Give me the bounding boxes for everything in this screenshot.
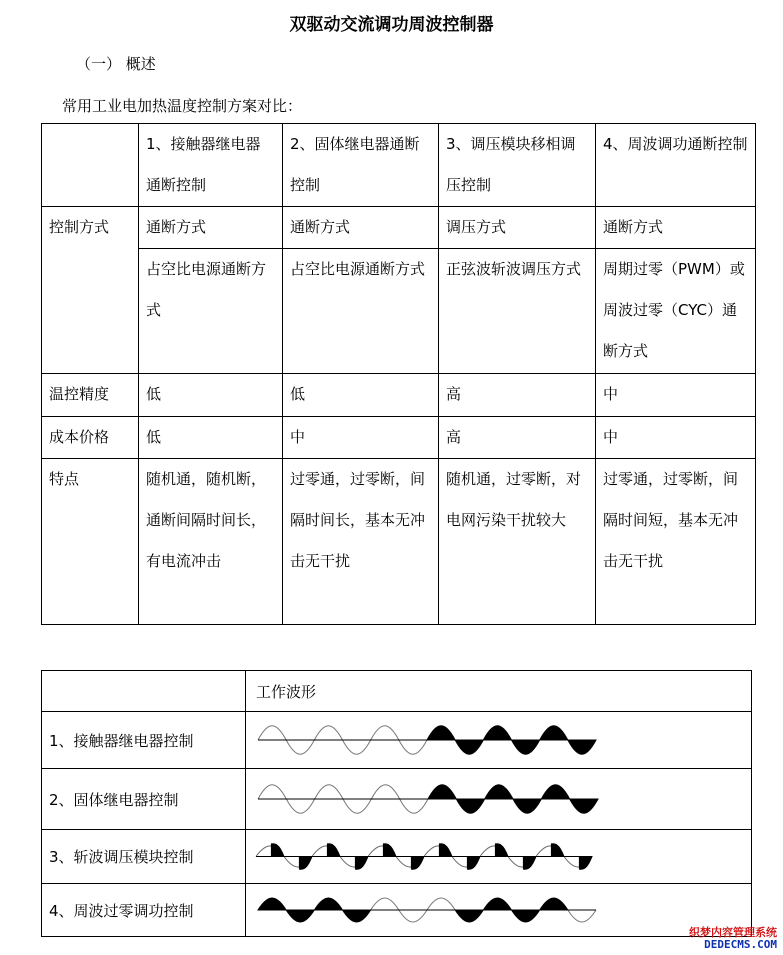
filled-half-cycle xyxy=(483,898,511,910)
chopped-conduction-segment xyxy=(523,857,536,870)
contactor-waveform xyxy=(246,712,752,768)
waveform-label: 3、斩波调压模块控制 xyxy=(42,830,246,884)
half-cycle-outline xyxy=(371,726,399,740)
table-cell: 占空比电源通断方式 xyxy=(283,249,439,374)
half-cycle-outline xyxy=(314,726,342,740)
chopped-conduction-segment xyxy=(495,844,508,857)
filled-half-cycle xyxy=(343,910,371,922)
table-cell: 高 xyxy=(439,417,596,459)
waveform-label: 4、周波过零调功控制 xyxy=(42,884,246,937)
row-label-cell: 特点 xyxy=(42,459,139,625)
filled-half-cycle xyxy=(540,898,568,910)
intro-text: 常用工业电加热温度控制方案对比： xyxy=(62,97,303,115)
half-cycle-outline xyxy=(258,726,286,740)
waveform-label: 2、固体继电器控制 xyxy=(42,769,246,830)
table-cell: 低 xyxy=(139,374,283,417)
table-row xyxy=(42,459,756,625)
half-cycle-outline xyxy=(400,799,428,813)
table-cell: 过零通，过零断，间隔时间长，基本无冲击无干扰 xyxy=(283,459,439,625)
filled-half-cycle xyxy=(314,898,342,910)
page-title: 双驱动交流调功周波控制器 xyxy=(289,15,494,35)
filled-half-cycle xyxy=(540,726,568,740)
table-cell: 正弦波斩波调压方式 xyxy=(439,249,596,374)
table-row xyxy=(42,417,756,459)
chopper-waveform xyxy=(246,830,752,883)
filled-half-cycle xyxy=(541,785,569,799)
filled-half-cycle xyxy=(485,785,513,799)
watermark xyxy=(689,927,777,951)
table-header-cell: 4、周波调功通断控制 xyxy=(596,124,756,207)
ssr-waveform xyxy=(246,769,752,829)
table-cell: 中 xyxy=(596,417,756,459)
filled-half-cycle xyxy=(428,785,456,799)
waveform-table xyxy=(41,670,752,937)
filled-half-cycle xyxy=(568,740,596,754)
chopped-conduction-segment xyxy=(383,844,396,857)
row-label-cell: 成本价格 xyxy=(42,417,139,459)
table-cell: 中 xyxy=(596,374,756,417)
table-cell: 高 xyxy=(439,374,596,417)
half-cycle-outline xyxy=(286,799,314,813)
half-cycle-outline xyxy=(371,785,399,799)
table-row xyxy=(42,249,756,374)
table-cell: 中 xyxy=(283,417,439,459)
table-row xyxy=(42,374,756,417)
waveform-label: 1、接触器继电器控制 xyxy=(42,712,246,769)
chopped-conduction-segment xyxy=(467,857,480,870)
chopped-conduction-segment xyxy=(271,844,284,857)
chopped-conduction-segment xyxy=(355,857,368,870)
half-cycle-outline xyxy=(258,785,286,799)
waveform-cell xyxy=(246,884,752,937)
chopped-conduction-segment xyxy=(411,857,424,870)
half-cycle-outline xyxy=(315,785,343,799)
table-header-cell: 2、固体继电器通断控制 xyxy=(283,124,439,207)
chopped-conduction-segment xyxy=(551,844,564,857)
waveform-header-row xyxy=(42,671,752,712)
watermark-line1: 织梦内容管理系统 xyxy=(689,926,777,939)
filled-half-cycle xyxy=(513,799,541,813)
half-cycle-outline xyxy=(371,898,399,910)
table-cell: 通断方式 xyxy=(139,207,283,249)
filled-half-cycle xyxy=(570,799,598,813)
filled-half-cycle xyxy=(258,898,286,910)
table-cell: 通断方式 xyxy=(283,207,439,249)
waveform-row xyxy=(42,769,752,830)
waveform-header-cell: 工作波形 xyxy=(246,671,752,712)
section-heading: （一） 概述 xyxy=(76,55,156,73)
comparison-table xyxy=(41,123,756,625)
table-cell: 低 xyxy=(283,374,439,417)
table-header-cell: 3、调压模块移相调压控制 xyxy=(439,124,596,207)
table-cell: 调压方式 xyxy=(439,207,596,249)
chopped-conduction-segment xyxy=(439,844,452,857)
table-cell: 周期过零（PWM）或周波过零（CYC）通断方式 xyxy=(596,249,756,374)
waveform-row xyxy=(42,830,752,884)
filled-half-cycle xyxy=(455,910,483,922)
table-header-row xyxy=(42,124,756,207)
half-cycle-outline xyxy=(568,910,596,922)
filled-half-cycle xyxy=(512,910,540,922)
chopped-conduction-segment xyxy=(299,857,312,870)
half-cycle-outline xyxy=(343,799,371,813)
filled-half-cycle xyxy=(483,726,511,740)
chopped-conduction-segment xyxy=(579,857,592,870)
waveform-row xyxy=(42,884,752,937)
table-cell: 过零通，过零断，间隔时间短，基本无冲击无干扰 xyxy=(596,459,756,625)
filled-half-cycle xyxy=(512,740,540,754)
half-cycle-outline xyxy=(286,740,314,754)
table-cell: 随机通，随机断，通断间隔时间长，有电流冲击 xyxy=(139,459,283,625)
waveform-row xyxy=(42,712,752,769)
filled-half-cycle xyxy=(455,740,483,754)
table-corner-cell xyxy=(42,124,139,207)
half-cycle-outline xyxy=(399,910,427,922)
chopped-conduction-segment xyxy=(327,844,340,857)
waveform-corner-cell xyxy=(42,671,246,712)
table-cell: 随机通，过零断，对电网污染干扰较大 xyxy=(439,459,596,625)
half-cycle-outline xyxy=(427,898,455,910)
waveform-cell xyxy=(246,769,752,830)
table-cell: 通断方式 xyxy=(596,207,756,249)
filled-half-cycle xyxy=(286,910,314,922)
half-cycle-outline xyxy=(399,740,427,754)
filled-half-cycle xyxy=(456,799,484,813)
row-label-cell: 控制方式 xyxy=(42,207,139,374)
table-cell: 低 xyxy=(139,417,283,459)
waveform-cell xyxy=(246,830,752,884)
burst-waveform xyxy=(246,884,752,936)
table-row xyxy=(42,207,756,249)
table-header-cell: 1、接触器继电器通断控制 xyxy=(139,124,283,207)
filled-half-cycle xyxy=(427,726,455,740)
row-label-cell: 温控精度 xyxy=(42,374,139,417)
half-cycle-outline xyxy=(343,740,371,754)
table-cell: 占空比电源通断方式 xyxy=(139,249,283,374)
waveform-cell xyxy=(246,712,752,769)
watermark-line2: DEDECMS.COM xyxy=(704,938,777,951)
